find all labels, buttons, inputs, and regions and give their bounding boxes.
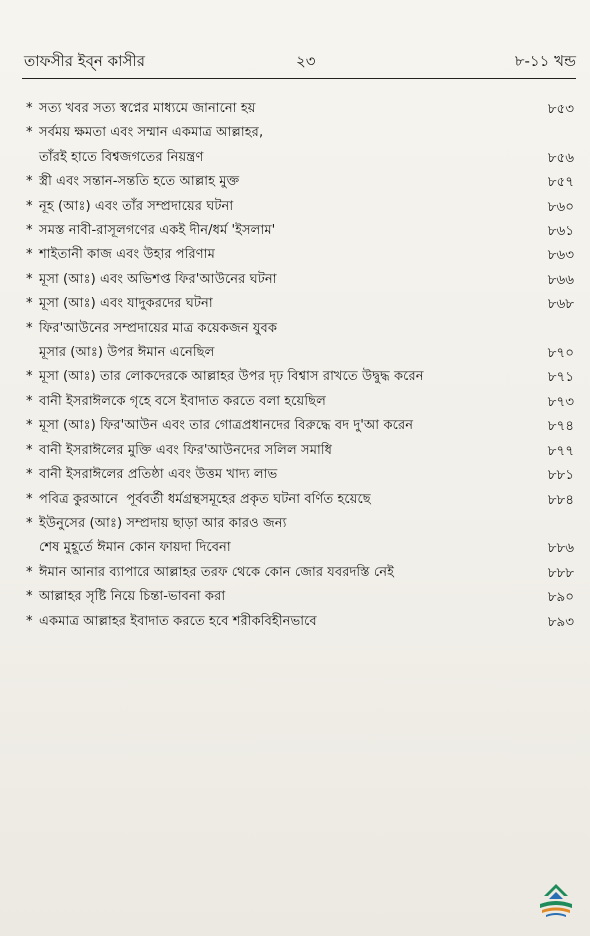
toc-entry-page: ৮৭০ xyxy=(547,345,574,362)
toc-entry-title: আল্লাহর সৃষ্টি নিয়ে চিন্তা-ভাবনা করা xyxy=(39,589,226,605)
toc-entry-page: ৮৮৮ xyxy=(547,564,574,581)
toc-entry-title: বানী ইসরাঈলের প্রতিষ্ঠা এবং উত্তম খাদ্য লাভ xyxy=(39,467,278,483)
toc-entry[interactable] xyxy=(26,365,574,389)
bullet-star: * xyxy=(26,613,33,629)
toc-entry-page: ৮৭৭ xyxy=(547,442,574,459)
toc-entry-page: ৮৬১ xyxy=(547,223,574,240)
toc-entry-page: ৮৮৪ xyxy=(547,491,574,508)
toc-entry[interactable] xyxy=(26,268,574,292)
toc-entry-page: ৮৭৪ xyxy=(547,418,574,435)
book-logo-icon xyxy=(536,880,576,922)
toc-entry-title: শাইতানী কাজ এবং উহার পরিণাম xyxy=(39,247,215,263)
page-header xyxy=(24,50,576,76)
bullet-star: * xyxy=(26,174,33,190)
header-rule xyxy=(22,78,576,79)
toc-entry[interactable] xyxy=(26,585,574,609)
toc-entry-title: একমাত্র আল্লাহর ইবাদাত করতে হবে শরীকবিহীনভাবে xyxy=(39,613,317,629)
bullet-star: * xyxy=(26,198,33,214)
toc-entry[interactable] xyxy=(26,610,574,634)
table-of-contents xyxy=(26,97,574,634)
bullet-star: * xyxy=(26,393,33,409)
toc-entry-page: ৮৬৮ xyxy=(547,296,574,313)
bullet-star: * xyxy=(26,320,33,336)
toc-entry-title: বানী ইসরাঈলকে গৃহে বসে ইবাদাত করতে বলা হয়েছিল xyxy=(39,393,326,409)
toc-entry-page: ৮৬৬ xyxy=(547,271,574,288)
toc-entry[interactable] xyxy=(26,463,574,487)
toc-entry-title: শেষ মুহূর্তে ঈমান কোন ফায়দা দিবেনা xyxy=(39,540,231,556)
toc-entry-page: ৮৫৭ xyxy=(547,174,574,191)
bullet-star: * xyxy=(26,369,33,385)
toc-entry-title: ইউনুসের (আঃ) সম্প্রদায় ছাড়া আর কারও জন্য xyxy=(39,515,287,531)
toc-entry-page: ৮৯৩ xyxy=(547,613,574,630)
toc-entry-title: তাঁরই হাতে বিশ্বজগতের নিয়ন্ত্রণ xyxy=(39,149,204,165)
toc-entry-title: মূসা (আঃ) তার লোকদেরকে আল্লাহর উপর দৃঢ় বিশ্বাস রাখতে উদ্বুদ্ধ করেন xyxy=(39,369,424,385)
toc-entry[interactable] xyxy=(26,219,574,243)
toc-entry-page: ৮৬৩ xyxy=(547,247,574,264)
bullet-star: * xyxy=(26,589,33,605)
toc-entry-title: সর্বময় ক্ষমতা এবং সম্মান একমাত্র আল্লাহর, xyxy=(39,125,264,141)
bullet-star: * xyxy=(26,223,33,239)
bullet-star: * xyxy=(26,247,33,263)
toc-entry-page: ৮৬০ xyxy=(547,198,574,215)
toc-entry-title: ঈমান আনার ব্যাপারে আল্লাহর তরফ থেকে কোন জোর যবরদস্তি নেই xyxy=(39,564,394,580)
bullet-star: * xyxy=(26,515,33,531)
bullet-star: * xyxy=(26,125,33,141)
toc-entry[interactable] xyxy=(26,439,574,463)
page-number: ২৩ xyxy=(296,52,316,70)
toc-entry-title: ফির'আউনের সম্প্রদায়ের মাত্র কয়েকজন যুবক xyxy=(39,320,278,336)
toc-entry-title: মূসা (আঃ) এবং যাদুকরদের ঘটনা xyxy=(39,296,213,312)
bullet-star: * xyxy=(26,564,33,580)
toc-entry-title: পবিত্র কুরআনে পূর্ববর্তী ধর্মগ্রন্থসমূহের প্রকৃত ঘটনা বর্ণিত হয়েছে xyxy=(39,491,371,507)
toc-entry-page: ৮৫৩ xyxy=(547,101,574,117)
toc-entry-title: নূহ (আঃ) এবং তাঁর সম্প্রদায়ের ঘটনা xyxy=(39,198,234,214)
toc-entry-title: বানী ইসরাঈলের মুক্তি এবং ফির'আউনদের সলিল সমাধি xyxy=(39,442,333,458)
toc-entry[interactable] xyxy=(26,170,574,194)
bullet-star: * xyxy=(26,442,33,458)
book-title: তাফসীর ইব্‌ন কাসীর xyxy=(24,52,145,70)
toc-entry[interactable] xyxy=(26,317,574,366)
toc-entry[interactable] xyxy=(26,292,574,316)
toc-entry[interactable] xyxy=(26,97,574,121)
bullet-star: * xyxy=(26,271,33,287)
bullet-star: * xyxy=(26,491,33,507)
toc-entry[interactable] xyxy=(26,195,574,219)
toc-entry-title: মূসা (আঃ) ফির'আউন এবং তার গোত্রপ্রধানদের বিরুদ্ধে বদ দু'আ করেন xyxy=(39,418,414,434)
toc-entry-page: ৮৭১ xyxy=(547,369,574,386)
toc-entry-title: স্ত্রী এবং সন্তান-সন্ততি হতে আল্লাহ মুক্ত xyxy=(39,174,240,190)
toc-entry-page: ৮৮১ xyxy=(547,467,574,484)
toc-entry-page: ৮৮৬ xyxy=(547,540,574,557)
toc-entry[interactable] xyxy=(26,121,574,170)
toc-entry[interactable] xyxy=(26,390,574,414)
toc-entry[interactable] xyxy=(26,488,574,512)
toc-entry[interactable] xyxy=(26,561,574,585)
toc-entry[interactable] xyxy=(26,243,574,267)
toc-entry-page: ৮৫৬ xyxy=(547,149,574,166)
bullet-star: * xyxy=(26,467,33,483)
toc-entry-title: মূসার (আঃ) উপর ঈমান এনেছিল xyxy=(39,345,215,361)
bullet-star: * xyxy=(26,296,33,312)
toc-entry[interactable] xyxy=(26,512,574,561)
volume-label: ৮-১১ খন্ড xyxy=(514,52,576,70)
toc-entry[interactable] xyxy=(26,414,574,438)
toc-entry-page: ৮৯০ xyxy=(547,589,574,606)
toc-entry-title: সমস্ত নাবী-রাসূলগণের একই দীন/ধর্ম 'ইসলাম' xyxy=(39,223,276,239)
bullet-star: * xyxy=(26,418,33,434)
toc-entry-title: মূসা (আঃ) এবং অভিশপ্ত ফির'আউনের ঘটনা xyxy=(39,271,277,287)
toc-entry-title: সত্য খবর সত্য স্বপ্নের মাধ্যমে জানানো হয় xyxy=(39,101,256,116)
bullet-star: * xyxy=(26,101,33,116)
toc-entry-page: ৮৭৩ xyxy=(547,393,574,410)
